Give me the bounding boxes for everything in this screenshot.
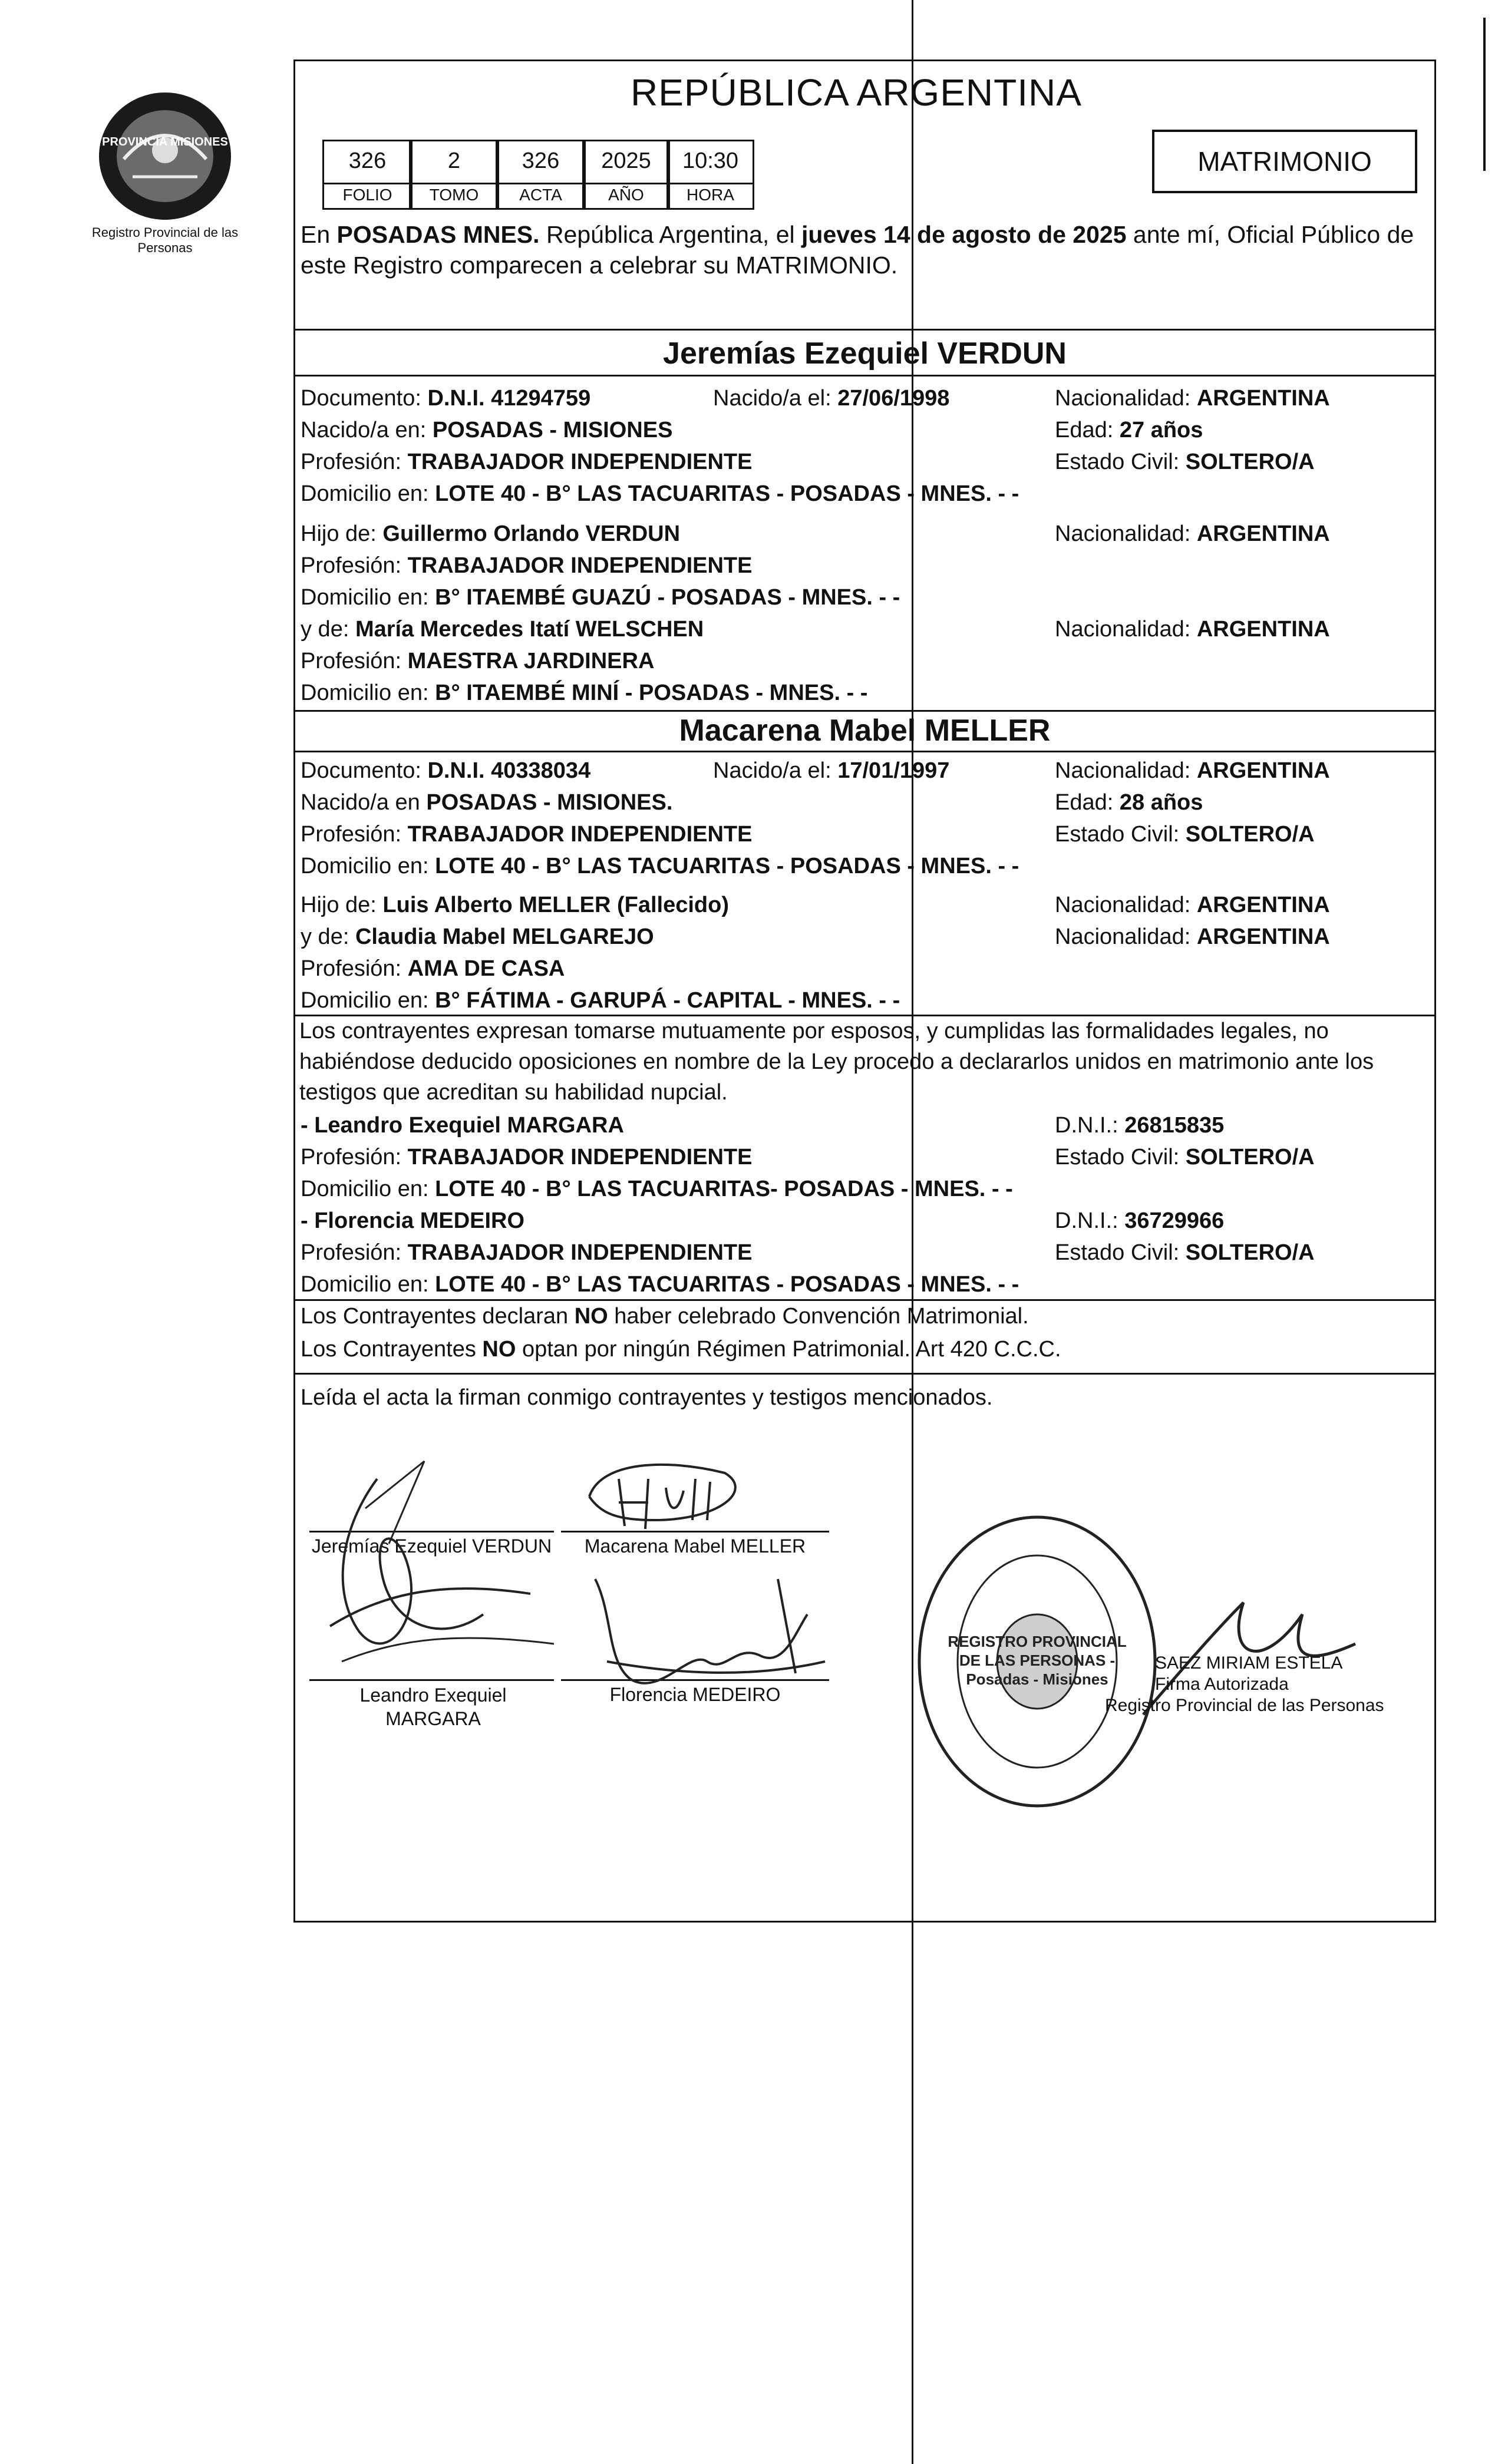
official-role: Firma Autorizada bbox=[1155, 1674, 1289, 1694]
folio-value: 326 bbox=[322, 140, 413, 184]
convention-line-1: Los Contrayentes declaran NO haber celebrado Convención Matrimonial. bbox=[301, 1304, 1029, 1329]
spouse2-document: Documento: D.N.I. 40338034 bbox=[301, 758, 591, 783]
witness1-address: Domicilio en: LOTE 40 - B° LAS TACUARITAS- POSADAS - MNES. - - bbox=[301, 1177, 1013, 1201]
hora-value: 10:30 bbox=[666, 140, 754, 184]
witness1-dni: D.N.I.: 26815835 bbox=[1055, 1113, 1225, 1138]
intro-place: POSADAS MNES. bbox=[336, 221, 540, 248]
witness1-profession: Profesión: TRABAJADOR INDEPENDIENTE bbox=[301, 1145, 753, 1170]
spouse2-age: Edad: 28 años bbox=[1055, 790, 1203, 815]
signature-drawing-2 bbox=[578, 1455, 754, 1538]
spouse2-nationality: Nacionalidad: ARGENTINA bbox=[1055, 758, 1330, 783]
closing-text: Leída el acta la firman conmigo contrayentes y testigos mencionados. bbox=[301, 1385, 993, 1410]
folio-label: FOLIO bbox=[322, 183, 413, 210]
convention-line-2: Los Contrayentes NO optan por ningún Régimen Patrimonial. Art 420 C.C.C. bbox=[301, 1337, 1061, 1362]
record-type-box: MATRIMONIO bbox=[1152, 130, 1417, 193]
logo-emblem-text: PROVINCIA MISIONES bbox=[102, 136, 228, 148]
intro-date: jueves 14 de agosto de 2025 bbox=[801, 221, 1127, 248]
spouse1-age: Edad: 27 años bbox=[1055, 418, 1203, 442]
signature-line-4: Florencia MEDEIRO bbox=[609, 1684, 781, 1705]
spouse1-mother-profession: Profesión: MAESTRA JARDINERA bbox=[301, 649, 655, 673]
spouse2-mother-nationality: Nacionalidad: ARGENTINA bbox=[1055, 924, 1330, 949]
anio-label: AÑO bbox=[582, 183, 670, 210]
spouse1-nationality: Nacionalidad: ARGENTINA bbox=[1055, 386, 1330, 411]
spouse2-mother-address: Domicilio en: B° FÁTIMA - GARUPÁ - CAPITAL - MNES. - - bbox=[301, 988, 900, 1013]
spouse1-father: Hijo de: Guillermo Orlando VERDUN bbox=[301, 521, 681, 546]
acta-label: ACTA bbox=[496, 183, 586, 210]
witness2-address: Domicilio en: LOTE 40 - B° LAS TACUARITAS - POSADAS - MNES. - - bbox=[301, 1272, 1019, 1297]
spouse1-mother: y de: María Mercedes Itatí WELSCHEN bbox=[301, 617, 704, 642]
spouse2-mother: y de: Claudia Mabel MELGAREJO bbox=[301, 924, 654, 949]
witness2-name: - Florencia MEDEIRO bbox=[301, 1208, 525, 1233]
spouse1-profession: Profesión: TRABAJADOR INDEPENDIENTE bbox=[301, 450, 753, 474]
spouse2-father: Hijo de: Luis Alberto MELLER (Fallecido) bbox=[301, 893, 730, 917]
spouse1-mother-nationality: Nacionalidad: ARGENTINA bbox=[1055, 617, 1330, 642]
witness2-dni: D.N.I.: 36729966 bbox=[1055, 1208, 1225, 1233]
spouse1-mother-address: Domicilio en: B° ITAEMBÉ MINÍ - POSADAS - MNES. - - bbox=[301, 681, 868, 705]
spouse1-father-address: Domicilio en: B° ITAEMBÉ GUAZÚ - POSADAS - MNES. - - bbox=[301, 585, 900, 610]
spouse1-father-profession: Profesión: TRABAJADOR INDEPENDIENTE bbox=[301, 553, 753, 578]
witness2-civil-status: Estado Civil: SOLTERO/A bbox=[1055, 1240, 1315, 1265]
spouse2-father-nationality: Nacionalidad: ARGENTINA bbox=[1055, 893, 1330, 917]
spouse1-father-nationality: Nacionalidad: ARGENTINA bbox=[1055, 521, 1330, 546]
intro-paragraph: En POSADAS MNES. República Argentina, el jueves 14 de agosto de 2025 ante mí, Oficial Público de este Registro comparecen a celebrar su MATRIMONIO. bbox=[301, 221, 1414, 279]
spouse2-birthplace: Nacido/a en POSADAS - MISIONES. bbox=[301, 790, 673, 815]
registry-logo bbox=[88, 88, 242, 259]
spouse2-profession: Profesión: TRABAJADOR INDEPENDIENTE bbox=[301, 822, 753, 847]
signature-drawing-4 bbox=[583, 1561, 831, 1709]
spouse2-address: Domicilio en: LOTE 40 - B° LAS TACUARITAS - POSADAS - MNES. - - bbox=[301, 854, 1019, 878]
signature-line-2: Macarena Mabel MELLER bbox=[584, 1535, 806, 1557]
page-title: REPÚBLICA ARGENTINA bbox=[631, 71, 1082, 114]
spouse1-born: Nacido/a el: 27/06/1998 bbox=[713, 386, 950, 411]
tomo-label: TOMO bbox=[409, 183, 499, 210]
spouse1-document: Documento: D.N.I. 41294759 bbox=[301, 386, 591, 411]
spouse1-name: Jeremías Ezequiel VERDUN bbox=[663, 336, 1067, 371]
edge-mark bbox=[1483, 18, 1486, 171]
spouse1-civil-status: Estado Civil: SOLTERO/A bbox=[1055, 450, 1315, 474]
official-office: Registro Provincial de las Personas bbox=[1105, 1696, 1384, 1715]
signature-drawing-1 bbox=[306, 1438, 566, 1685]
declaration-paragraph: Los contrayentes expresan tomarse mutuamente por esposos, y cumplidas las formalidades legales, no habiéndose deducido oposiciones en nombre de la Ley procedo a declararlos unidos en matrimonio ante los testigos que acreditan su habilidad nupcial. bbox=[299, 1019, 1374, 1105]
hora-label: HORA bbox=[666, 183, 754, 210]
witness1-civil-status: Estado Civil: SOLTERO/A bbox=[1055, 1145, 1315, 1170]
official-name: SAEZ MIRIAM ESTELA bbox=[1155, 1653, 1343, 1673]
spouse2-mother-profession: Profesión: AMA DE CASA bbox=[301, 956, 565, 981]
anio-value: 2025 bbox=[582, 140, 670, 184]
signature-line-3: Leandro Exequiel MARGARA bbox=[359, 1684, 507, 1729]
spouse2-name: Macarena Mabel MELLER bbox=[679, 714, 1051, 748]
acta-value: 326 bbox=[496, 140, 586, 184]
spouse2-civil-status: Estado Civil: SOLTERO/A bbox=[1055, 822, 1315, 847]
witness2-profession: Profesión: TRABAJADOR INDEPENDIENTE bbox=[301, 1240, 753, 1265]
seal-text: REGISTRO PROVINCIAL DE LAS PERSONAS - Posadas - Misiones bbox=[948, 1633, 1127, 1688]
record-table bbox=[322, 140, 751, 209]
spouse1-address: Domicilio en: LOTE 40 - B° LAS TACUARITAS - POSADAS - MNES. - - bbox=[301, 481, 1019, 506]
signature-line-1: Jeremías Ezequiel VERDUN bbox=[311, 1535, 552, 1557]
spouse1-birthplace: Nacido/a en: POSADAS - MISIONES bbox=[301, 418, 673, 442]
logo-caption: Registro Provincial de las Personas bbox=[91, 225, 239, 255]
spouse2-born: Nacido/a el: 17/01/1997 bbox=[713, 758, 950, 783]
witness1-name: - Leandro Exequiel MARGARA bbox=[301, 1113, 624, 1138]
tomo-value: 2 bbox=[409, 140, 499, 184]
